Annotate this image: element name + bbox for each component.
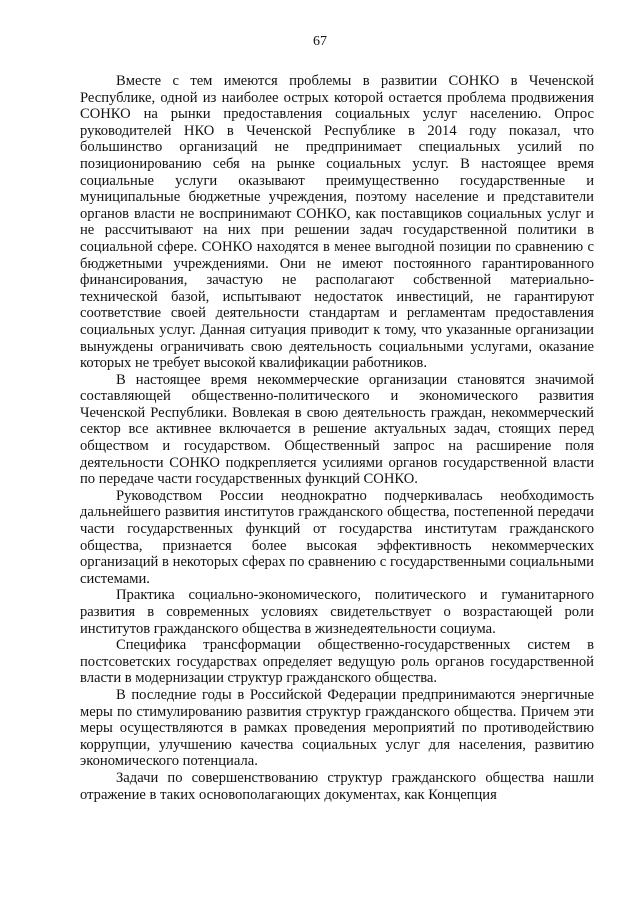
body-text	[80, 73, 594, 803]
paragraph-5: Специфика трансформации общественно-государственных систем в постсоветских государствах определяет ведущую роль органов государственной власти в модернизации структур гражданского общества.	[80, 637, 594, 687]
page-number: 67	[313, 34, 327, 49]
paragraph-1: Вместе с тем имеются проблемы в развитии СОНКО в Чеченской Республике, одной из наиболее острых которой остается проблема продвижения СОНКО на рынки предоставления социальных услуг населению. Опрос руководителей НКО в Чеченской Республике в 2014 году показал, что большинство организаций не предпринимает специальных усилий по позиционированию себя на рынке социальных услуг. В настоящее время социальные услуги оказывают преимущественно государственные и муниципальные бюджетные учреждения, поэтому население и представители органов власти не воспринимают СОНКО, как поставщиков социальных услуг и не рассчитывают на них при решении задач государственной политики в социальной сфере. СОНКО находятся в менее выгодной позиции по сравнению с бюджетными учреждениями. Они не имеют постоянного гарантированного финансирования, зачастую не располагают собственной материально-технической базой, испытывают недостаток инвестиций, не гарантируют соответствие своей деятельности стандартам и регламентам предоставления социальных услуг. Данная ситуация приводит к тому, что указанные организации вынуждены ограничивать свою деятельность социальными услугами, оказание которых не требует высокой квалификации работников.	[80, 73, 594, 372]
paragraph-4: Практика социально-экономического, политического и гуманитарного развития в современных условиях свидетельствует о возрастающей роли институтов гражданского общества в жизнедеятельности социума.	[80, 587, 594, 637]
paragraph-7: Задачи по совершенствованию структур гражданского общества нашли отражение в таких основополагающих документах, как Концепция	[80, 769, 594, 803]
paragraph-6: В последние годы в Российской Федерации предпринимаются энергичные меры по стимулированию развития структур гражданского общества. Причем эти меры осуществляются в рамках проведения мероприятий по противодействию коррупции, улучшению качества социальных услуг для населения, развитию экономического потенциала.	[80, 686, 594, 770]
paragraph-2: В настоящее время некоммерческие организации становятся значимой составляющей общественно-политического и экономического развития Чеченской Республики. Вовлекая в свою деятельность граждан, некоммерческий сектор все активнее включается в решение актуальных задач, стоящих перед обществом и государством. Общественный запрос на расширение поля деятельности СОНКО подкрепляется усилиями органов государственной власти по передаче части государственных функций СОНКО.	[80, 371, 594, 488]
paragraph-3: Руководством России неоднократно подчеркивалась необходимость дальнейшего развития институтов гражданского общества, постепенной передачи части государственных функций от государства институтам гражданского общества, признается более высокая эффективность некоммерческих организаций в некоторых сферах по сравнению с государственными социальными системами.	[80, 487, 594, 587]
